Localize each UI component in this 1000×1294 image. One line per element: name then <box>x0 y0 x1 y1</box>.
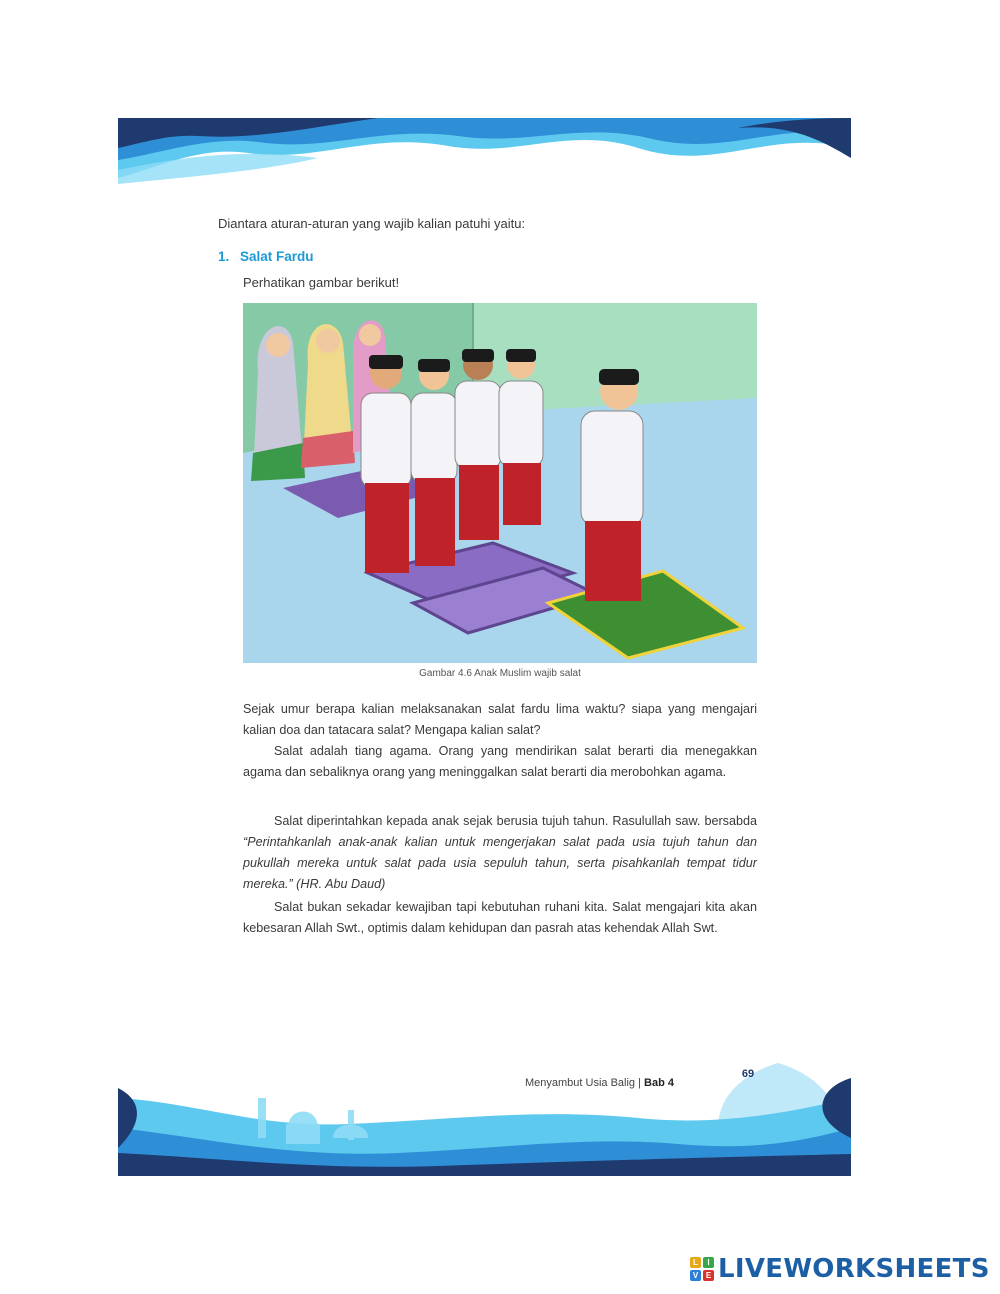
paragraph-questions: Sejak umur berapa kalian melaksanakan salat fardu lima waktu? siapa yang mengajari kalian doa dan tatacara salat? Mengapa kalian salat? <box>243 702 757 737</box>
footer-book-title: Menyambut Usia Balig | <box>525 1077 645 1089</box>
section-heading <box>218 249 314 264</box>
page-number: 69 <box>741 1068 755 1080</box>
footer-chapter: Bab 4 <box>644 1077 674 1089</box>
logo-letter: E <box>703 1270 714 1281</box>
logo-letter: L <box>690 1257 701 1268</box>
section-number: 1. <box>218 249 230 264</box>
figure-caption: Gambar 4.6 Anak Muslim wajib salat <box>419 668 581 679</box>
footer-book-info <box>440 1077 674 1089</box>
instruction-text: Perhatikan gambar berikut! <box>243 275 400 290</box>
paragraph-hadith <box>243 811 757 895</box>
intro-text: Diantara aturan-aturan yang wajib kalian patuhi yaitu: <box>218 216 526 231</box>
prayer-illustration <box>243 303 757 663</box>
logo-text: LIVEWORKSHEETS <box>718 1254 990 1284</box>
logo-squares-icon <box>690 1257 714 1281</box>
paragraph-spiritual-need: Salat bukan sekadar kewajiban tapi kebutuhan ruhani kita. Salat mengajari kita akan kebesaran Allah Swt., optimis dalam kehidupan dan pasrah atas kehendak Allah Swt. <box>243 900 757 935</box>
top-wave-banner <box>118 118 851 190</box>
paragraph-hadith-intro: Salat diperintahkan kepada anak sejak berusia tujuh tahun. Rasulullah saw. bersabda <box>274 814 757 828</box>
hadith-quote: “Perintahkanlah anak-anak kalian untuk mengerjakan salat pada usia tujuh tahun dan pukullah mereka untuk salat pada usia sepuluh tahun, serta pisahkanlah tempat tidur mereka.” (HR. Abu Daud) <box>243 835 757 891</box>
liveworksheets-logo[interactable] <box>690 1252 990 1286</box>
section-title: Salat Fardu <box>240 249 314 264</box>
paragraph-pillar: Salat adalah tiang agama. Orang yang mendirikan salat berarti dia menegakkan agama dan sebaliknya orang yang meninggalkan salat berarti dia merobohkan agama. <box>243 744 757 779</box>
logo-letter: I <box>703 1257 714 1268</box>
logo-letter: V <box>690 1270 701 1281</box>
